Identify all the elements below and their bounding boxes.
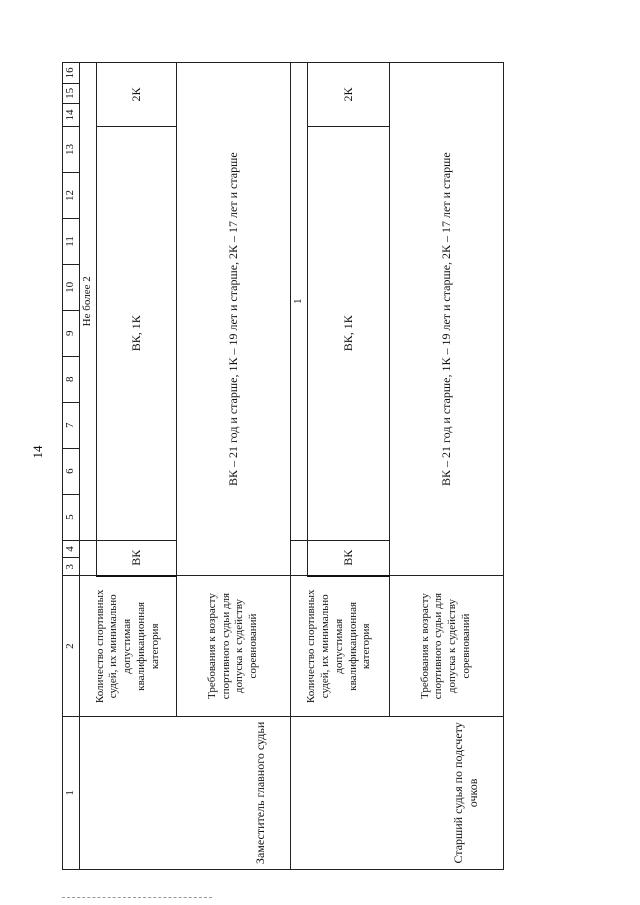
row-label: Количество спортивных судей, их минимально допустимая квалификационная категория xyxy=(80,576,177,716)
table-row xyxy=(290,63,307,870)
age-requirement: ВК – 21 год и старше, 1К – 19 лет и старше, 2К – 17 лет и старше xyxy=(389,63,503,576)
category-cell: ВК, 1К xyxy=(96,127,176,541)
category-cell: ВК, 1К xyxy=(307,127,389,541)
table-row xyxy=(80,63,97,870)
empty-cell xyxy=(290,540,307,576)
column-number: 13 xyxy=(63,127,80,173)
age-requirement: ВК – 21 год и старше, 1К – 19 лет и старше, 2К – 17 лет и старше xyxy=(176,63,290,576)
referee-requirements-table xyxy=(62,62,504,870)
column-number: 3 xyxy=(63,558,80,576)
category-cell: 2К xyxy=(307,63,389,127)
column-number: 8 xyxy=(63,356,80,402)
column-number: 11 xyxy=(63,218,80,264)
column-number: 9 xyxy=(63,310,80,356)
row-label: Требования к возрасту спортивного судьи для допуска к судейству соревнований xyxy=(176,576,290,716)
column-number: 14 xyxy=(63,104,80,127)
empty-cell xyxy=(80,540,97,576)
row-label: Требования к возрасту спортивного судьи для допуска к судейству соревнований xyxy=(389,576,503,716)
category-cell: ВК xyxy=(96,540,176,576)
column-number: 10 xyxy=(63,264,80,310)
column-number: 6 xyxy=(63,448,80,494)
column-number: 2 xyxy=(63,576,80,716)
column-number: 4 xyxy=(63,540,80,558)
column-number: 5 xyxy=(63,494,80,540)
category-cell: ВК xyxy=(307,540,389,576)
position-name: Старший судья по подсчету очков xyxy=(290,716,503,869)
category-cell: 2К xyxy=(96,63,176,127)
table-wrapper xyxy=(62,62,497,870)
column-number: 7 xyxy=(63,402,80,448)
position-name: Заместитель главного судьи xyxy=(80,716,291,869)
column-number: 12 xyxy=(63,172,80,218)
judge-count: 1 xyxy=(290,63,307,541)
page-number: 14 xyxy=(30,445,45,459)
column-number-row xyxy=(63,63,80,870)
column-number: 1 xyxy=(63,716,80,869)
scan-artifact-line xyxy=(62,897,212,898)
column-number: 15 xyxy=(63,83,80,103)
judge-count: Не более 2 xyxy=(80,63,97,541)
column-number: 16 xyxy=(63,63,80,84)
row-label: Количество спортивных судей, их минимально допустимая квалификационная категория xyxy=(290,576,389,716)
